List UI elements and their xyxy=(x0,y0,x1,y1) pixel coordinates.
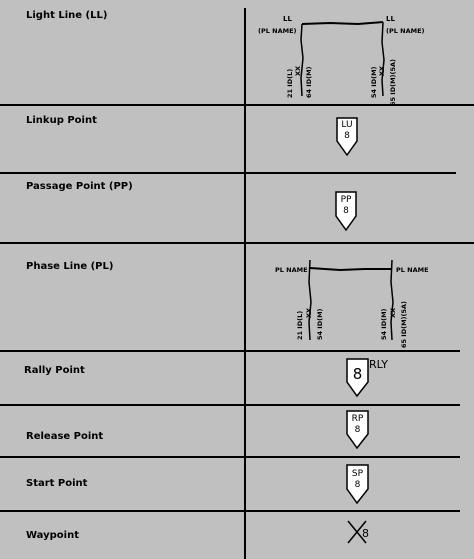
linkup-point-code: LU xyxy=(341,120,353,130)
waypoint-number: 8 xyxy=(362,527,369,540)
light-line-left-vert-3: 64 ID(M) xyxy=(305,66,313,98)
start-point-code: SP xyxy=(351,469,364,479)
rally-point-symbol xyxy=(347,358,388,396)
row-label-light-line: Light Line (LL) xyxy=(26,10,108,21)
phase-line-right-vert-1: 54 ID(M) xyxy=(380,308,388,340)
light-line-symbol xyxy=(258,15,425,106)
linkup-point-number: 8 xyxy=(344,131,350,141)
passage-point-number: 8 xyxy=(343,206,349,216)
light-line-left-top: LL xyxy=(283,15,292,23)
light-line-right-vert-2: XX xyxy=(378,65,386,76)
light-line-left-vert-1: 21 ID(L) xyxy=(286,68,294,98)
start-point-number: 8 xyxy=(354,480,361,490)
phase-line-left-vert-1: 21 ID(L) xyxy=(296,310,304,340)
row-label-phase-line: Phase Line (PL) xyxy=(26,261,114,272)
row-label-start-point: Start Point xyxy=(26,478,88,489)
phase-line-right-vert-2: XX xyxy=(389,307,397,318)
phase-line-left-vert-3: 54 ID(M) xyxy=(316,308,324,340)
phase-line-symbol xyxy=(275,260,429,348)
passage-point-code: PP xyxy=(340,195,352,205)
release-point-number: 8 xyxy=(354,425,361,435)
linkup-point-symbol xyxy=(337,118,357,155)
light-line-left-name: (PL NAME) xyxy=(258,27,297,35)
row-label-release-point: Release Point xyxy=(26,431,104,442)
rally-point-suffix: RLY xyxy=(369,358,389,371)
start-point-symbol xyxy=(347,465,368,503)
light-line-right-top: LL xyxy=(386,15,395,23)
rally-point-number: 8 xyxy=(352,365,363,383)
row-label-passage-point: Passage Point (PP) xyxy=(26,181,133,192)
passage-point-symbol xyxy=(336,192,356,230)
light-line-right-name: (PL NAME) xyxy=(386,27,425,35)
release-point-symbol xyxy=(347,411,368,448)
phase-line-left-name: PL NAME xyxy=(275,266,308,274)
light-line-left-vert-2: XX xyxy=(294,65,302,76)
row-label-linkup-point: Linkup Point xyxy=(26,115,97,126)
release-point-code: RP xyxy=(351,414,364,424)
phase-line-right-name: PL NAME xyxy=(396,266,429,274)
phase-line-left-vert-2: XX xyxy=(305,307,313,318)
phase-line-right-vert-3: 65 ID(M)(5A) xyxy=(400,300,408,348)
waypoint-symbol xyxy=(348,521,369,543)
light-line-right-vert-1: 54 ID(M) xyxy=(370,66,378,98)
row-label-waypoint: Waypoint xyxy=(26,530,79,541)
light-line-right-vert-3: 65 ID(M)(5A) xyxy=(389,58,397,106)
row-label-rally-point: Rally Point xyxy=(24,365,85,376)
